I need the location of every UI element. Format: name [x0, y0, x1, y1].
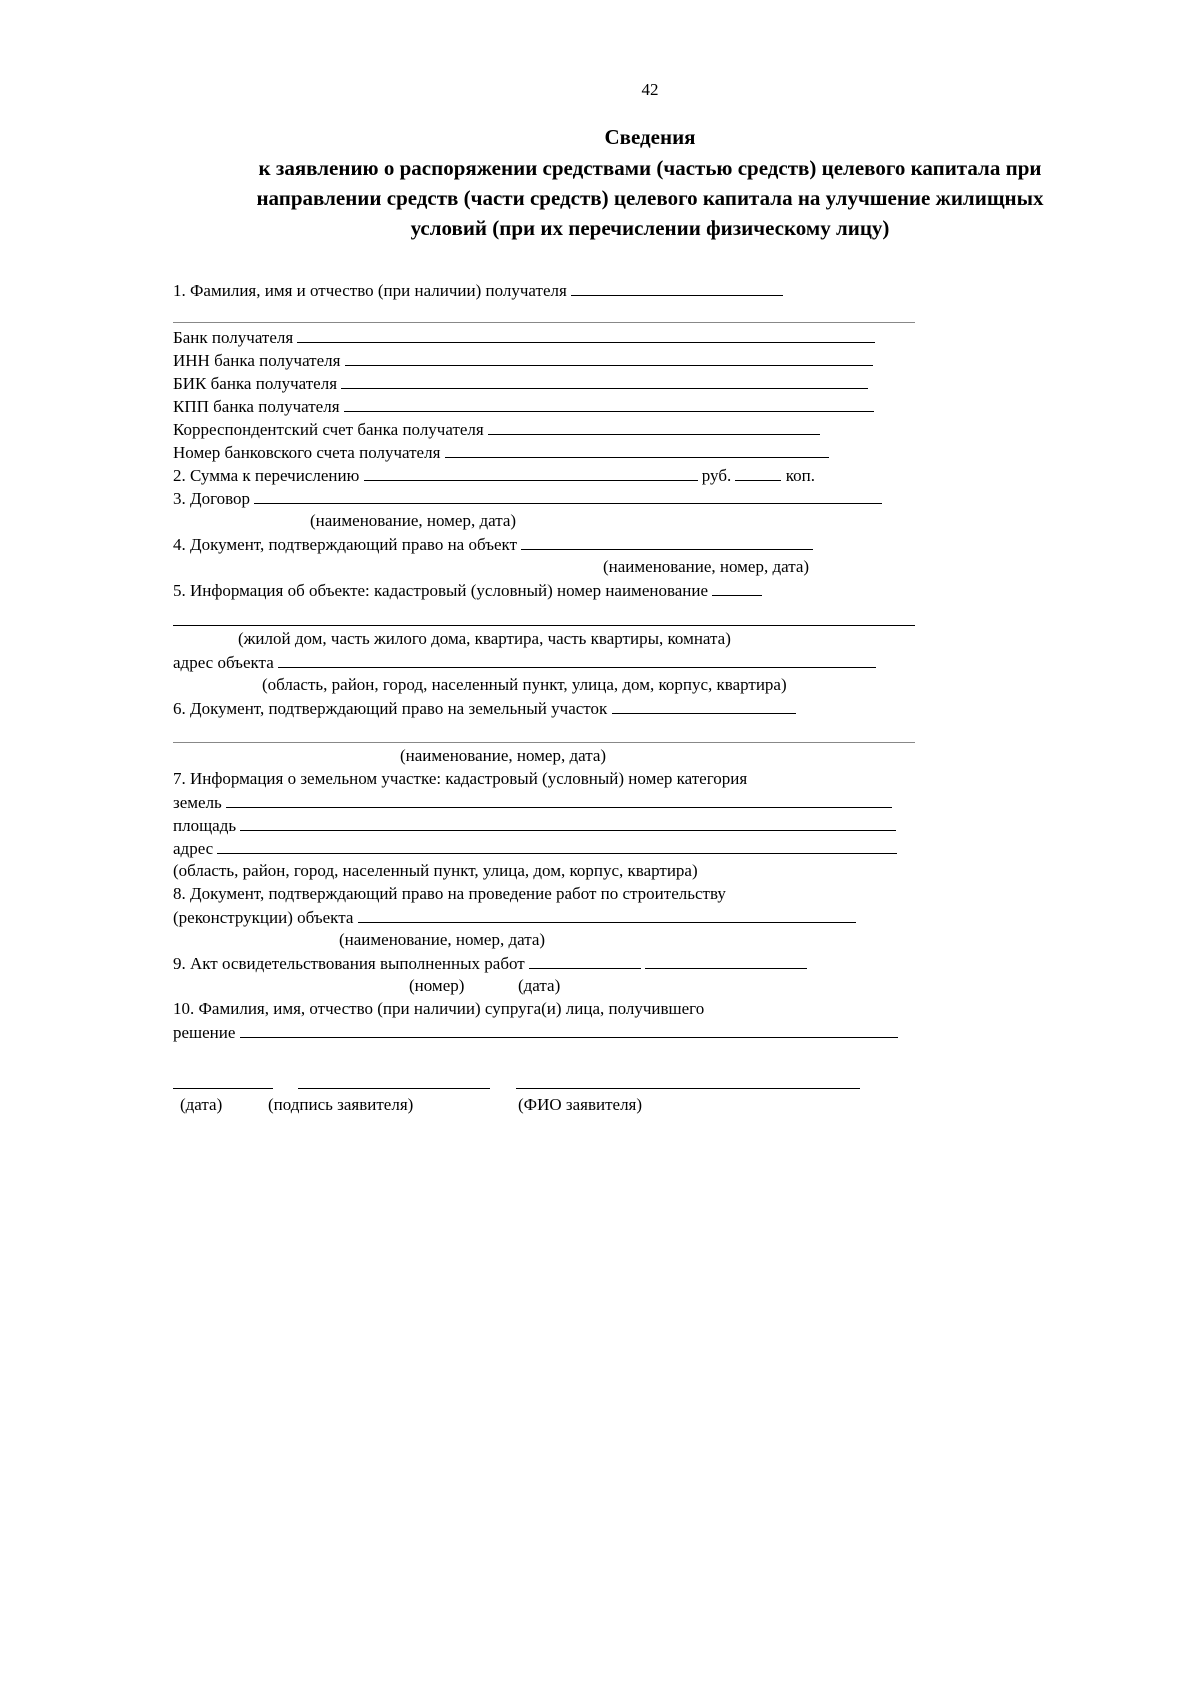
field-bank-inn — [173, 349, 873, 372]
field-amount — [173, 464, 815, 487]
object-address-caption: (область, район, город, населенный пункт, улица, дом, корпус, квартира) — [262, 675, 787, 694]
page-number: 42 — [641, 80, 659, 99]
field-bank-bik — [173, 372, 868, 395]
spouse-name-blank[interactable] — [240, 1021, 898, 1038]
contract-blank[interactable] — [254, 487, 882, 504]
land-doc-caption: (наименование, номер, дата) — [400, 746, 607, 765]
field-contract — [173, 487, 882, 510]
field-object-doc — [173, 533, 813, 556]
field-construction-object — [173, 906, 856, 929]
field-bank-kpp — [173, 395, 874, 418]
title-line-4: условий (при их перечислении физическому лицу) — [410, 216, 890, 240]
field-label: (реконструкции) объекта — [173, 908, 354, 927]
bank-account-blank[interactable] — [445, 441, 829, 458]
amount-kop-blank[interactable] — [735, 464, 781, 481]
date-caption: (дата) — [180, 1095, 223, 1114]
field-bank — [173, 326, 875, 349]
field-spouse-name: 10. Фамилия, имя, отчество (при наличии) супруга(и) лица, получившего — [173, 999, 705, 1018]
object-info-caption: (жилой дом, часть жилого дома, квартира, часть квартиры, комната) — [238, 629, 731, 648]
object-info-continuation-line — [173, 625, 915, 626]
field-label: 5. Информация об объекте: кадастровый (условный) номер наименование — [173, 581, 709, 600]
field-work-act — [173, 952, 807, 975]
object-address-blank[interactable] — [278, 651, 876, 668]
field-label: 4. Документ, подтверждающий право на объект — [173, 535, 518, 554]
field-land-doc — [173, 697, 796, 720]
field-construction-doc: 8. Документ, подтверждающий право на проведение работ по строительству — [173, 884, 726, 903]
field-label: адрес — [173, 839, 214, 858]
contract-caption: (наименование, номер, дата) — [310, 511, 517, 530]
field-label: 2. Сумма к перечислению — [173, 466, 360, 485]
field-object-address — [173, 651, 876, 674]
land-doc-continuation-line — [173, 742, 915, 743]
field-land-info: 7. Информация о земельном участке: кадастровый (условный) номер категория — [173, 769, 748, 788]
field-label: 1. Фамилия, имя и отчество (при наличии) получателя — [173, 281, 567, 300]
field-label: адрес объекта — [173, 653, 274, 672]
field-object-info — [173, 579, 762, 602]
field-label: 3. Договор — [173, 489, 251, 508]
title-heading: Сведения — [604, 125, 696, 149]
work-act-date-blank[interactable] — [645, 952, 807, 969]
land-category-blank[interactable] — [226, 791, 892, 808]
field-label: земель — [173, 793, 222, 812]
field-label: Корреспондентский счет банка получателя — [173, 420, 484, 439]
field-label: решение — [173, 1023, 236, 1042]
land-doc-blank[interactable] — [612, 697, 796, 714]
date-signature-line[interactable] — [173, 1088, 273, 1089]
rub-label: руб. — [701, 466, 732, 485]
land-address-blank[interactable] — [217, 837, 897, 854]
corr-account-blank[interactable] — [488, 418, 820, 435]
signature-caption: (подпись заявителя) — [268, 1095, 414, 1114]
amount-rub-blank[interactable] — [364, 464, 698, 481]
work-act-date-caption: (дата) — [518, 976, 561, 995]
kop-label: коп. — [785, 466, 815, 485]
applicant-fio-line[interactable] — [516, 1088, 860, 1089]
field-label: ИНН банка получателя — [173, 351, 341, 370]
bank-inn-blank[interactable] — [345, 349, 873, 366]
object-doc-blank[interactable] — [521, 533, 813, 550]
field-land-category — [173, 791, 892, 814]
land-address-caption: (область, район, город, населенный пункт, улица, дом, корпус, квартира) — [173, 861, 698, 880]
field-label: Банк получателя — [173, 328, 294, 347]
work-act-number-blank[interactable] — [529, 952, 641, 969]
field-label: Номер банковского счета получателя — [173, 443, 441, 462]
land-area-blank[interactable] — [240, 814, 896, 831]
bank-blank[interactable] — [297, 326, 875, 343]
construction-doc-blank[interactable] — [358, 906, 856, 923]
applicant-signature-line[interactable] — [298, 1088, 490, 1089]
field-label: 9. Акт освидетельствования выполненных работ — [173, 954, 525, 973]
field-land-area — [173, 814, 896, 837]
title-line-2: к заявлению о распоряжении средствами (частью средств) целевого капитала при — [258, 156, 1042, 180]
field-corr-account — [173, 418, 820, 441]
title-line-3: направлении средств (части средств) целевого капитала на улучшение жилищных — [256, 186, 1044, 210]
work-act-number-caption: (номер) — [409, 976, 465, 995]
bank-kpp-blank[interactable] — [344, 395, 874, 412]
fio-caption: (ФИО заявителя) — [518, 1095, 643, 1114]
recipient-name-continuation-line — [173, 322, 915, 323]
field-label: площадь — [173, 816, 237, 835]
construction-doc-caption: (наименование, номер, дата) — [339, 930, 546, 949]
field-label: БИК банка получателя — [173, 374, 338, 393]
field-spouse-decision — [173, 1021, 898, 1044]
field-label: КПП банка получателя — [173, 397, 340, 416]
recipient-name-blank[interactable] — [571, 279, 783, 296]
object-doc-caption: (наименование, номер, дата) — [603, 557, 810, 576]
field-bank-account — [173, 441, 829, 464]
bank-bik-blank[interactable] — [341, 372, 868, 389]
object-info-blank[interactable] — [712, 579, 762, 596]
field-label: 6. Документ, подтверждающий право на земельный участок — [173, 699, 608, 718]
field-land-address — [173, 837, 897, 860]
field-recipient-name — [173, 279, 783, 302]
